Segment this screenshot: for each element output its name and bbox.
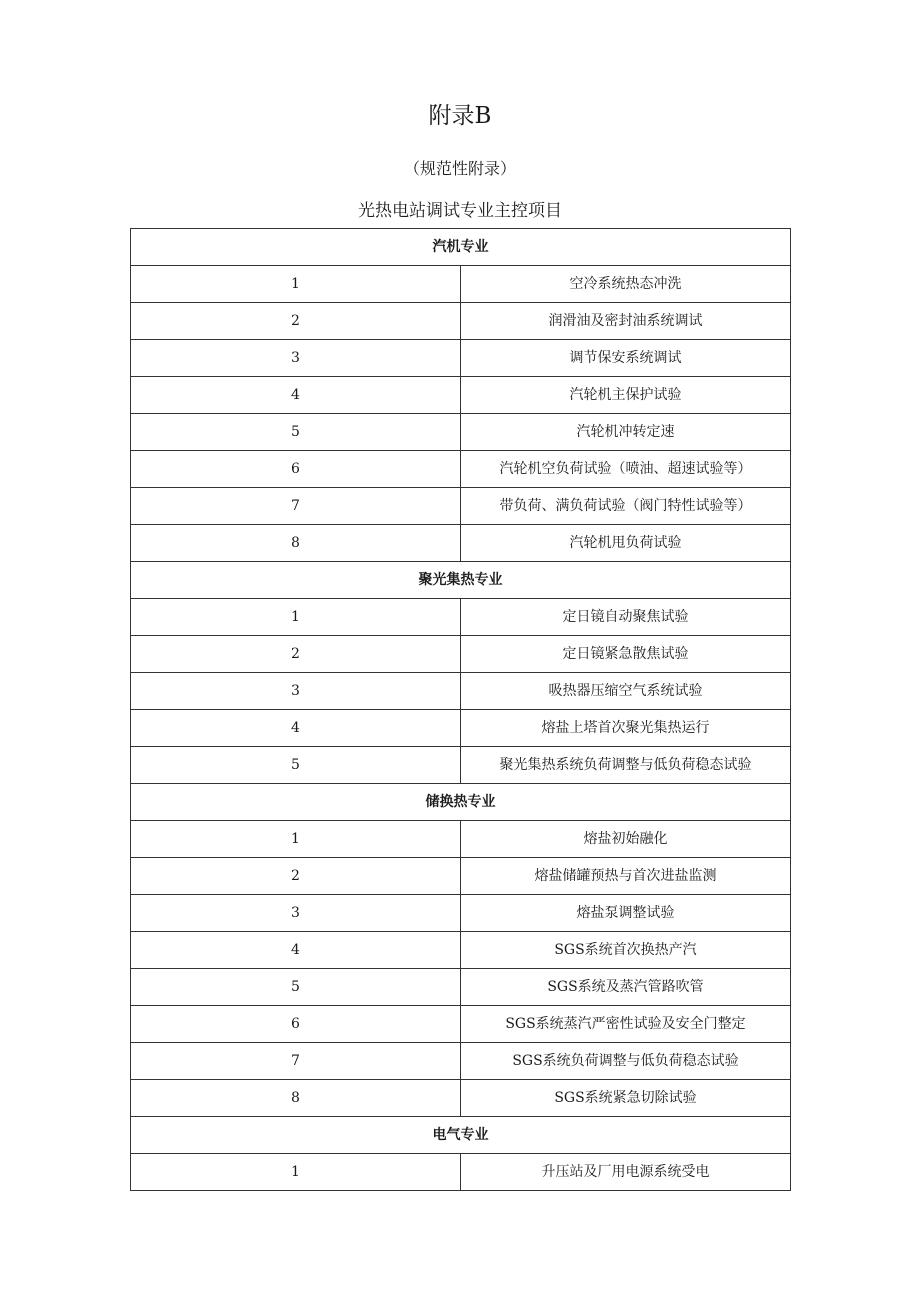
item-text: 吸热器压缩空气系统试验 <box>461 673 791 710</box>
table-row <box>131 414 791 451</box>
table-row <box>131 821 791 858</box>
section-title: 电气专业 <box>131 1117 791 1154</box>
section-title: 储换热专业 <box>131 784 791 821</box>
item-text: 熔盐初始融化 <box>461 821 791 858</box>
table-row <box>131 932 791 969</box>
item-number: 1 <box>131 266 461 303</box>
item-text: SGS系统紧急切除试验 <box>461 1080 791 1117</box>
table-row <box>131 1043 791 1080</box>
item-text: SGS系统首次换热产汽 <box>461 932 791 969</box>
table-row <box>131 895 791 932</box>
section-header-row <box>131 784 791 821</box>
item-text: 润滑油及密封油系统调试 <box>461 303 791 340</box>
item-text: 熔盐储罐预热与首次进盐监测 <box>461 858 791 895</box>
table-caption: 光热电站调试专业主控项目 <box>358 201 562 221</box>
item-text: 升压站及厂用电源系统受电 <box>461 1154 791 1191</box>
table-row <box>131 303 791 340</box>
item-number: 6 <box>131 1006 461 1043</box>
section-header-row <box>131 562 791 599</box>
table-row <box>131 599 791 636</box>
item-number: 2 <box>131 858 461 895</box>
table-row <box>131 266 791 303</box>
item-number: 3 <box>131 895 461 932</box>
control-items-table <box>130 228 791 1191</box>
item-number: 2 <box>131 303 461 340</box>
item-number: 5 <box>131 969 461 1006</box>
table-row <box>131 969 791 1006</box>
table-row <box>131 1154 791 1191</box>
item-text: 带负荷、满负荷试验（阀门特性试验等） <box>461 488 791 525</box>
table-row <box>131 858 791 895</box>
item-text: 空冷系统热态冲洗 <box>461 266 791 303</box>
table-row <box>131 710 791 747</box>
appendix-subtitle: （规范性附录） <box>403 159 516 178</box>
table-row <box>131 451 791 488</box>
item-number: 6 <box>131 451 461 488</box>
section-header-row <box>131 1117 791 1154</box>
section-title: 汽机专业 <box>131 229 791 266</box>
table-row <box>131 636 791 673</box>
table-row <box>131 488 791 525</box>
item-text: 定日镜自动聚焦试验 <box>461 599 791 636</box>
table-row <box>131 747 791 784</box>
item-number: 8 <box>131 525 461 562</box>
item-text: 聚光集热系统负荷调整与低负荷稳态试验 <box>461 747 791 784</box>
item-number: 1 <box>131 599 461 636</box>
item-number: 7 <box>131 1043 461 1080</box>
item-number: 1 <box>131 821 461 858</box>
item-text: SGS系统及蒸汽管路吹管 <box>461 969 791 1006</box>
item-number: 4 <box>131 377 461 414</box>
item-number: 3 <box>131 340 461 377</box>
item-text: 熔盐上塔首次聚光集热运行 <box>461 710 791 747</box>
item-number: 5 <box>131 747 461 784</box>
item-text: 汽轮机甩负荷试验 <box>461 525 791 562</box>
item-text: 汽轮机冲转定速 <box>461 414 791 451</box>
item-number: 1 <box>131 1154 461 1191</box>
table-row <box>131 340 791 377</box>
item-number: 4 <box>131 932 461 969</box>
table-row <box>131 377 791 414</box>
table-row <box>131 525 791 562</box>
item-text: 调节保安系统调试 <box>461 340 791 377</box>
item-number: 4 <box>131 710 461 747</box>
item-number: 3 <box>131 673 461 710</box>
appendix-title: 附录B <box>428 103 492 129</box>
item-text: 熔盐泵调整试验 <box>461 895 791 932</box>
item-text: 汽轮机主保护试验 <box>461 377 791 414</box>
item-text: 定日镜紧急散焦试验 <box>461 636 791 673</box>
table-row <box>131 1006 791 1043</box>
table-row <box>131 673 791 710</box>
item-text: SGS系统负荷调整与低负荷稳态试验 <box>461 1043 791 1080</box>
item-number: 5 <box>131 414 461 451</box>
section-title: 聚光集热专业 <box>131 562 791 599</box>
table-row <box>131 1080 791 1117</box>
item-text: 汽轮机空负荷试验（喷油、超速试验等） <box>461 451 791 488</box>
item-number: 7 <box>131 488 461 525</box>
item-text: SGS系统蒸汽严密性试验及安全门整定 <box>461 1006 791 1043</box>
item-number: 2 <box>131 636 461 673</box>
section-header-row <box>131 229 791 266</box>
item-number: 8 <box>131 1080 461 1117</box>
